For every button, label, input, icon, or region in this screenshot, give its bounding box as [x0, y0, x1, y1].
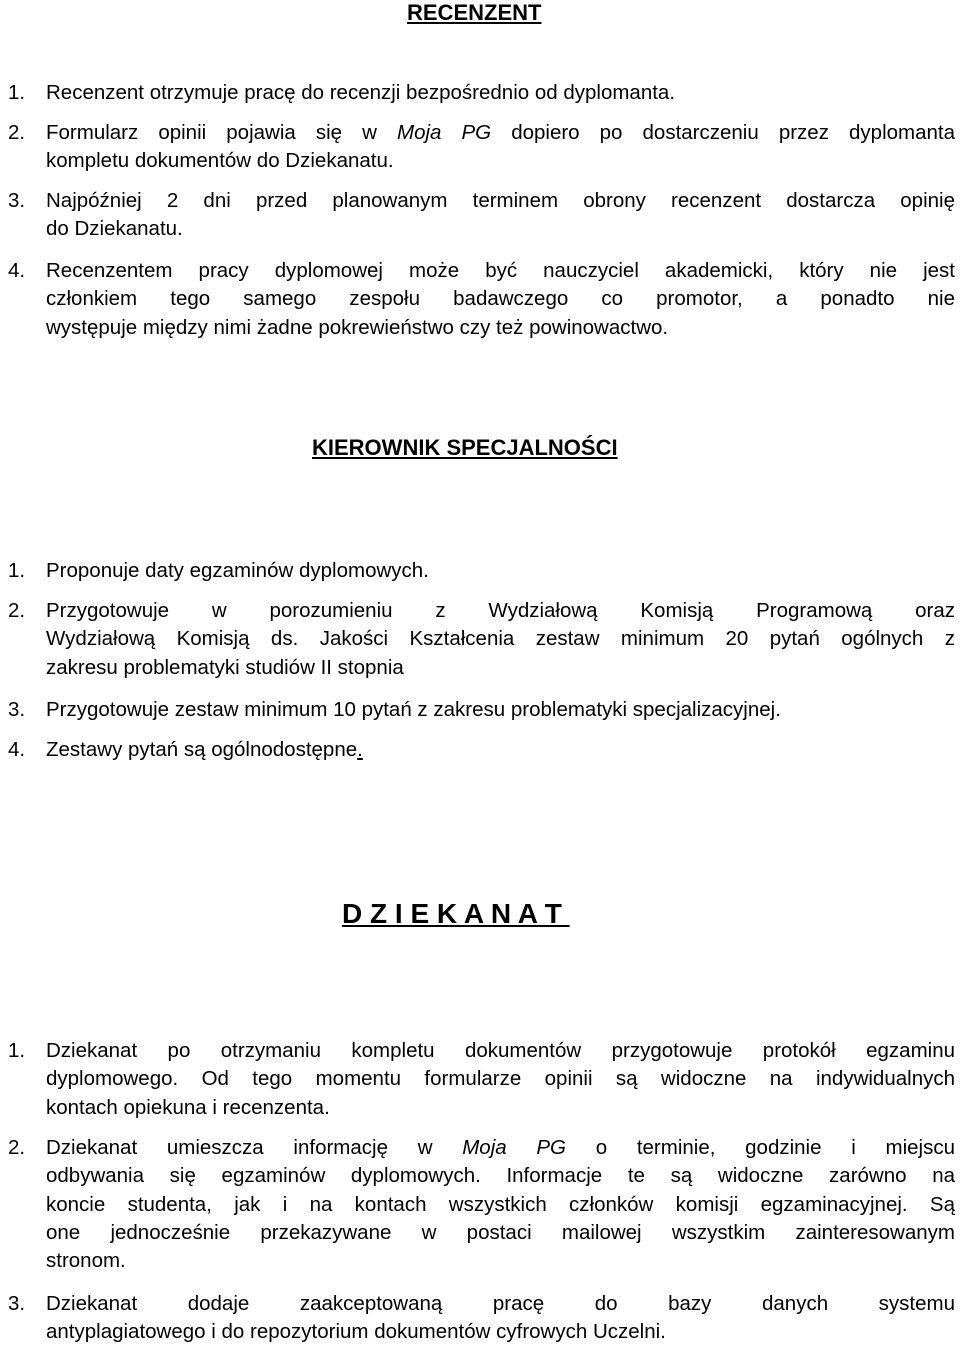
list-item	[8, 119, 955, 176]
item-text-line: Najpóźniej 2 dni przed planowanym terminem obrony recenzent dostarcza opinię	[46, 189, 955, 212]
item-text-line: antyplagiatowego i do repozytorium dokumentów cyfrowych Uczelni.	[46, 1320, 666, 1344]
item-text-line: występuje między nimi żadne pokrewieństwo czy też powinowactwo.	[46, 315, 669, 339]
item-number: 3.	[8, 698, 26, 721]
item-text-line: odbywania się egzaminów dyplomowych. Informacje te są widoczne zarówno na	[46, 1164, 955, 1188]
moja-pg-name: Moja PG	[462, 1136, 566, 1159]
item-number: 2.	[8, 1136, 26, 1159]
item-text-line: kontach opiekuna i recenzenta.	[46, 1095, 330, 1119]
section-title-recenzent: RECENZENT	[407, 0, 542, 25]
item-number: 2.	[8, 121, 26, 144]
item-text-line: Przygotowuje w porozumieniu z Wydziałową Komisją Programową oraz	[46, 599, 955, 622]
item-text-line: członkiem tego samego zespołu badawczego co promotor, a ponadto nie	[46, 287, 955, 311]
item-number: 3.	[8, 189, 26, 212]
item-text-line: kompletu dokumentów do Dziekanatu.	[46, 149, 394, 173]
item-text-line: one jednocześnie przekazywane w postaci mailowej wszystkim zainteresowanym	[46, 1220, 955, 1244]
item-text-line: Dziekanat po otrzymaniu kompletu dokumentów przygotowuje protokół egzaminu	[46, 1039, 955, 1062]
list-item	[8, 187, 955, 244]
item-number: 4.	[8, 259, 26, 282]
moja-pg-name: Moja PG	[397, 121, 492, 144]
list-item	[8, 257, 955, 342]
item-text-line: do Dziekanatu.	[46, 217, 183, 241]
list-item	[8, 597, 955, 682]
list-item	[8, 736, 955, 764]
item-number: 1.	[8, 81, 26, 104]
section-title-kierownik: KIEROWNIK SPECJALNOŚCI	[312, 435, 618, 460]
item-text-line: zakresu problematyki studiów II stopnia	[46, 655, 404, 679]
item-text-line: stronom.	[46, 1249, 126, 1273]
item-text: Zestawy pytań są ogólnodostępne.	[46, 738, 363, 761]
item-number: 3.	[8, 1292, 26, 1315]
item-number: 4.	[8, 738, 26, 761]
section-title-dziekanat: D Z I E K A N A T	[342, 898, 570, 929]
item-text-line: Dziekanat dodaje zaakceptowaną pracę do bazy danych systemu	[46, 1292, 955, 1315]
list-item	[8, 79, 955, 107]
item-text-line: Dziekanat umieszcza informację w Moja PG o terminie, godzinie i miejscu	[46, 1136, 955, 1159]
item-text-line: dyplomowego. Od tego momentu formularze opinii są widoczne na indywidualnych	[46, 1067, 955, 1091]
item-number: 1.	[8, 559, 26, 582]
item-text-line: koncie studenta, jak i na kontach wszystkich członków komisji egzaminacyjnej. Są	[46, 1192, 955, 1216]
list-item	[8, 1134, 955, 1275]
list-item	[8, 696, 955, 724]
item-text-line: Wydziałową Komisją ds. Jakości Kształcenia zestaw minimum 20 pytań ogólnych z	[46, 627, 955, 651]
item-number: 1.	[8, 1039, 26, 1062]
list-item	[8, 1290, 955, 1347]
item-text-line: Formularz opinii pojawia się w Moja PG dopiero po dostarczeniu przez dyplomanta	[46, 121, 955, 144]
list-item	[8, 1037, 955, 1122]
item-text: Recenzent otrzymuje pracę do recenzji bezpośrednio od dyplomanta.	[46, 81, 676, 104]
list-item	[8, 557, 955, 585]
item-number: 2.	[8, 599, 26, 622]
item-text: Proponuje daty egzaminów dyplomowych.	[46, 559, 429, 582]
item-text-line: Recenzentem pracy dyplomowej może być nauczyciel akademicki, który nie jest	[46, 259, 955, 282]
item-text: Przygotowuje zestaw minimum 10 pytań z zakresu problematyki specjalizacyjnej.	[46, 698, 781, 721]
